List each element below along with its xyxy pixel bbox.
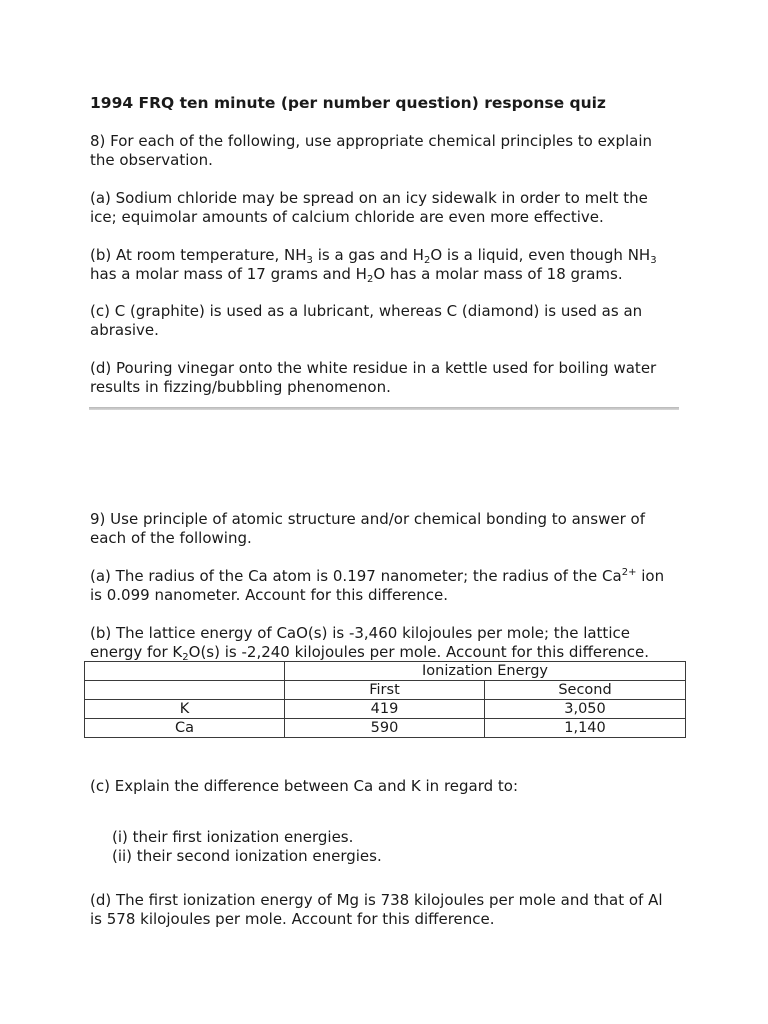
q9a-text: ion (636, 567, 665, 585)
q8b-text: has a molar mass of 17 grams and H (90, 265, 367, 283)
q8b-text: (b) At room temperature, NH (90, 246, 307, 264)
table-subheader-row (85, 681, 686, 700)
q9c-line1: (c) Explain the difference between Ca and K in regard to: (90, 777, 519, 795)
q9b-line1: (b) The lattice energy of CaO(s) is -3,460 kilojoules per mole; the lattice (90, 624, 630, 642)
q9d-line1: (d) The first ionization energy of Mg is 738 kilojoules per mole and that of Al (90, 891, 663, 909)
q9a-text: (a) The radius of the Ca atom is 0.197 nanometer; the radius of the Ca (90, 567, 622, 585)
q9b-line2 (90, 643, 649, 662)
section-divider (89, 407, 679, 410)
subscript: 3 (306, 255, 313, 266)
ionization-energy-table (84, 661, 686, 738)
table-empty-cell (85, 681, 285, 700)
column-header-second: Second (485, 681, 686, 700)
q8d-line2: results in fizzing/bubbling phenomenon. (90, 378, 391, 396)
q8a-line1: (a) Sodium chloride may be spread on an icy sidewalk in order to melt the (90, 189, 648, 207)
table-group-header: Ionization Energy (285, 662, 686, 681)
q8-intro-line2: the observation. (90, 151, 213, 169)
q9d-line2: is 578 kilojoules per mole. Account for this difference. (90, 910, 495, 928)
column-header-first: First (285, 681, 485, 700)
subscript: 3 (650, 255, 657, 266)
element-cell: K (85, 700, 285, 719)
q9-intro-line1: 9) Use principle of atomic structure and/or chemical bonding to answer of (90, 510, 645, 528)
first-ie-cell: 590 (285, 719, 485, 738)
q9a-line1 (90, 567, 664, 586)
q8b-line2 (90, 265, 623, 284)
subscript: 2 (182, 652, 189, 663)
q9c-item-ii: (ii) their second ionization energies. (112, 847, 382, 865)
table-corner-cell (85, 662, 285, 681)
first-ie-cell: 419 (285, 700, 485, 719)
subscript: 2 (423, 255, 431, 266)
table-header-row (85, 662, 686, 681)
q8d-line1: (d) Pouring vinegar onto the white residue in a kettle used for boiling water (90, 359, 657, 377)
q8b-text: O has a molar mass of 18 grams. (373, 265, 623, 283)
q8a-line2: ice; equimolar amounts of calcium chloride are even more effective. (90, 208, 604, 226)
q9c-item-i: (i) their first ionization energies. (112, 828, 354, 846)
table-row (85, 700, 686, 719)
q8b-text: is a gas and H (312, 246, 424, 264)
superscript: 2+ (621, 567, 637, 578)
q8c-line1: (c) C (graphite) is used as a lubricant, whereas C (diamond) is used as an (90, 302, 643, 320)
q9-intro-line2: each of the following. (90, 529, 252, 547)
subscript: 2 (366, 274, 374, 285)
q9b-text: O(s) is -2,240 kilojoules per mole. Account for this difference. (188, 643, 649, 661)
element-cell: Ca (85, 719, 285, 738)
quiz-title: 1994 FRQ ten minute (per number question) response quiz (90, 94, 606, 112)
q8b-text: O is a liquid, even though NH (430, 246, 651, 264)
q9a-line2: is 0.099 nanometer. Account for this difference. (90, 586, 449, 604)
q9b-text: energy for K (90, 643, 183, 661)
second-ie-cell: 1,140 (485, 719, 686, 738)
q8b-line1 (90, 246, 657, 265)
second-ie-cell: 3,050 (485, 700, 686, 719)
q8-intro-line1: 8) For each of the following, use appropriate chemical principles to explain (90, 132, 653, 150)
table-row (85, 719, 686, 738)
q8c-line2: abrasive. (90, 321, 159, 339)
